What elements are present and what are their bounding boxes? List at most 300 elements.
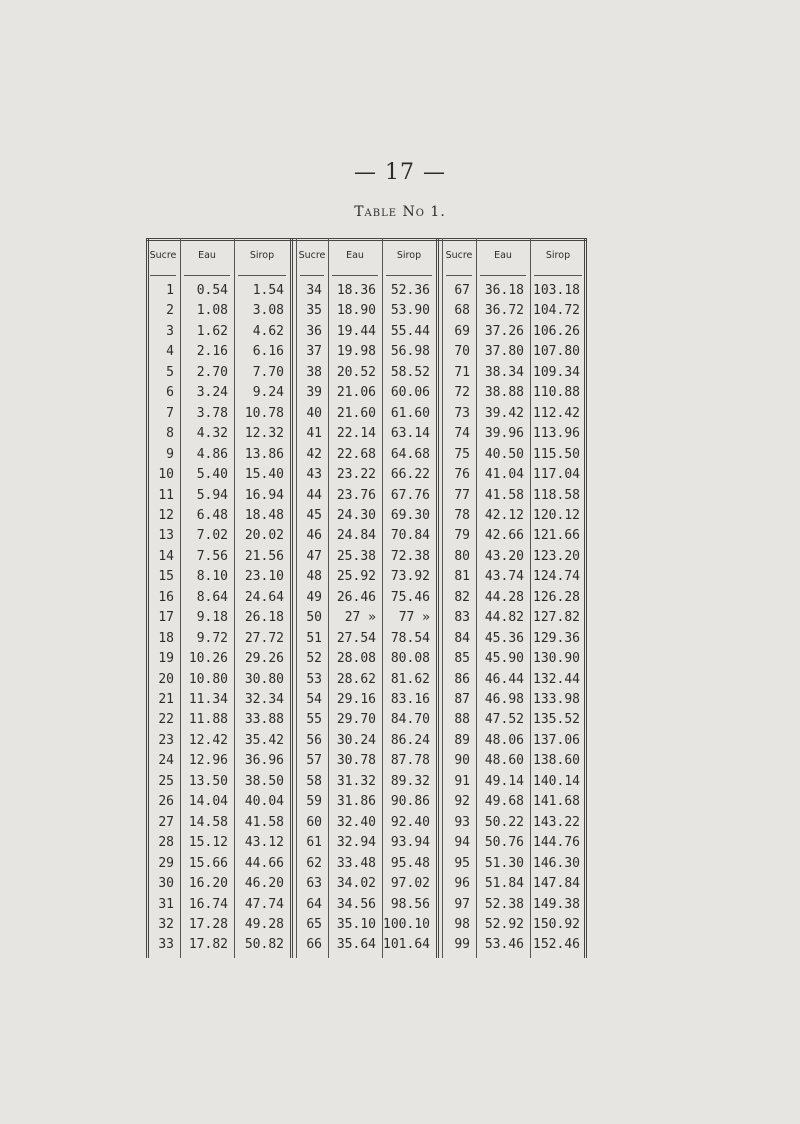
sirop-cell: 106.26 <box>533 324 580 339</box>
sirop-cell: 103.18 <box>533 283 580 298</box>
sirop-cell: 43.12 <box>244 835 284 850</box>
eau-cell: 33.48 <box>336 856 376 871</box>
header-underline <box>300 275 324 276</box>
sirop-cell: 78.54 <box>390 631 430 646</box>
sirop-cell: 24.64 <box>244 590 284 605</box>
sirop-cell: 60.06 <box>390 385 430 400</box>
sirop-cell: 104.72 <box>533 303 580 318</box>
header-underline <box>534 275 582 276</box>
sirop-cell: 137.06 <box>533 733 580 748</box>
eau-cell: 53.46 <box>484 937 524 952</box>
sirop-cell: 40.04 <box>244 794 284 809</box>
eau-cell: 43.20 <box>484 549 524 564</box>
sucre-cell: 75 <box>454 447 470 462</box>
sirop-cell: 107.80 <box>533 344 580 359</box>
column-header: Sucre <box>298 250 326 261</box>
sucre-cell: 14 <box>158 549 174 564</box>
sirop-cell: 27.72 <box>244 631 284 646</box>
eau-cell: 17.82 <box>188 937 228 952</box>
sirop-cell: 115.50 <box>533 447 580 462</box>
sucre-cell: 32 <box>158 917 174 932</box>
sucre-cell: 13 <box>158 528 174 543</box>
eau-cell: 51.84 <box>484 876 524 891</box>
sirop-cell: 7.70 <box>252 365 284 380</box>
sirop-cell: 47.74 <box>244 897 284 912</box>
sirop-cell: 132.44 <box>533 672 580 687</box>
eau-cell: 7.56 <box>196 549 228 564</box>
sucre-cell: 85 <box>454 651 470 666</box>
sirop-cell: 95.48 <box>390 856 430 871</box>
sucre-cell: 55 <box>306 712 322 727</box>
table-row <box>146 897 586 917</box>
sucre-cell: 61 <box>306 835 322 850</box>
sucre-cell: 71 <box>454 365 470 380</box>
sirop-cell: 92.40 <box>390 815 430 830</box>
sirop-cell: 12.32 <box>244 426 284 441</box>
eau-cell: 24.30 <box>336 508 376 523</box>
sucre-cell: 25 <box>158 774 174 789</box>
sirop-cell: 64.68 <box>390 447 430 462</box>
sucre-cell: 57 <box>306 753 322 768</box>
table-row <box>146 467 586 487</box>
eau-cell: 25.38 <box>336 549 376 564</box>
eau-cell: 3.78 <box>196 406 228 421</box>
sucre-cell: 3 <box>166 324 174 339</box>
sirop-cell: 35.42 <box>244 733 284 748</box>
sirop-cell: 110.88 <box>533 385 580 400</box>
sirop-cell: 15.40 <box>244 467 284 482</box>
sirop-cell: 124.74 <box>533 569 580 584</box>
sirop-cell: 123.20 <box>533 549 580 564</box>
sirop-cell: 97.02 <box>390 876 430 891</box>
eau-cell: 11.34 <box>188 692 228 707</box>
header-underline <box>238 275 286 276</box>
sucre-cell: 72 <box>454 385 470 400</box>
sucre-cell: 38 <box>306 365 322 380</box>
sirop-cell: 10.78 <box>244 406 284 421</box>
sucre-cell: 12 <box>158 508 174 523</box>
eau-cell: 8.64 <box>196 590 228 605</box>
sucre-cell: 96 <box>454 876 470 891</box>
eau-cell: 49.14 <box>484 774 524 789</box>
sirop-cell: 46.20 <box>244 876 284 891</box>
sucre-cell: 62 <box>306 856 322 871</box>
eau-cell: 46.98 <box>484 692 524 707</box>
sirop-cell: 144.76 <box>533 835 580 850</box>
column-header: Eau <box>346 250 364 261</box>
eau-cell: 23.76 <box>336 488 376 503</box>
eau-cell: 24.84 <box>336 528 376 543</box>
eau-cell: 5.40 <box>196 467 228 482</box>
sirop-cell: 32.34 <box>244 692 284 707</box>
table-row <box>146 344 586 364</box>
table-row <box>146 651 586 671</box>
sucre-cell: 36 <box>306 324 322 339</box>
eau-cell: 35.10 <box>336 917 376 932</box>
sucre-cell: 48 <box>306 569 322 584</box>
eau-cell: 22.14 <box>336 426 376 441</box>
sirop-cell: 120.12 <box>533 508 580 523</box>
sucre-cell: 91 <box>454 774 470 789</box>
sirop-cell: 63.14 <box>390 426 430 441</box>
eau-cell: 36.18 <box>484 283 524 298</box>
table-row <box>146 303 586 323</box>
sirop-cell: 16.94 <box>244 488 284 503</box>
sirop-cell: 13.86 <box>244 447 284 462</box>
eau-cell: 28.62 <box>336 672 376 687</box>
sucre-cell: 63 <box>306 876 322 891</box>
sucre-cell: 69 <box>454 324 470 339</box>
eau-cell: 19.44 <box>336 324 376 339</box>
eau-cell: 50.76 <box>484 835 524 850</box>
sucre-cell: 84 <box>454 631 470 646</box>
sucre-cell: 28 <box>158 835 174 850</box>
header-underline <box>480 275 526 276</box>
sucre-cell: 6 <box>166 385 174 400</box>
sirop-cell: 121.66 <box>533 528 580 543</box>
sirop-cell: 81.62 <box>390 672 430 687</box>
sirop-cell: 53.90 <box>390 303 430 318</box>
eau-cell: 9.72 <box>196 631 228 646</box>
sucre-cell: 67 <box>454 283 470 298</box>
sirop-cell: 77 » <box>398 610 430 625</box>
sirop-cell: 20.02 <box>244 528 284 543</box>
sucre-cell: 17 <box>158 610 174 625</box>
eau-cell: 21.60 <box>336 406 376 421</box>
sucre-cell: 78 <box>454 508 470 523</box>
eau-cell: 32.40 <box>336 815 376 830</box>
eau-cell: 19.98 <box>336 344 376 359</box>
sucre-cell: 81 <box>454 569 470 584</box>
table-row <box>146 488 586 508</box>
sucre-cell: 44 <box>306 488 322 503</box>
sirop-cell: 72.38 <box>390 549 430 564</box>
sirop-cell: 89.32 <box>390 774 430 789</box>
eau-cell: 37.80 <box>484 344 524 359</box>
sirop-cell: 30.80 <box>244 672 284 687</box>
table-row <box>146 815 586 835</box>
eau-cell: 10.80 <box>188 672 228 687</box>
sirop-cell: 18.48 <box>244 508 284 523</box>
table-row <box>146 937 586 957</box>
sucre-cell: 39 <box>306 385 322 400</box>
eau-cell: 28.08 <box>336 651 376 666</box>
sucre-cell: 50 <box>306 610 322 625</box>
table-row <box>146 508 586 528</box>
sucre-cell: 49 <box>306 590 322 605</box>
eau-cell: 3.24 <box>196 385 228 400</box>
sucre-cell: 21 <box>158 692 174 707</box>
sucre-cell: 73 <box>454 406 470 421</box>
eau-cell: 18.90 <box>336 303 376 318</box>
eau-cell: 51.30 <box>484 856 524 871</box>
sirop-cell: 38.50 <box>244 774 284 789</box>
sucre-cell: 7 <box>166 406 174 421</box>
table-row <box>146 774 586 794</box>
sucre-cell: 65 <box>306 917 322 932</box>
eau-cell: 2.16 <box>196 344 228 359</box>
sucre-cell: 66 <box>306 937 322 952</box>
sirop-cell: 4.62 <box>252 324 284 339</box>
eau-cell: 22.68 <box>336 447 376 462</box>
eau-cell: 42.12 <box>484 508 524 523</box>
sirop-cell: 66.22 <box>390 467 430 482</box>
sirop-cell: 135.52 <box>533 712 580 727</box>
sirop-cell: 73.92 <box>390 569 430 584</box>
sucre-cell: 29 <box>158 856 174 871</box>
sucre-cell: 2 <box>166 303 174 318</box>
sirop-cell: 23.10 <box>244 569 284 584</box>
sirop-cell: 112.42 <box>533 406 580 421</box>
eau-cell: 38.88 <box>484 385 524 400</box>
sucre-cell: 9 <box>166 447 174 462</box>
sirop-cell: 36.96 <box>244 753 284 768</box>
sirop-cell: 21.56 <box>244 549 284 564</box>
sucre-cell: 54 <box>306 692 322 707</box>
sirop-cell: 33.88 <box>244 712 284 727</box>
eau-cell: 48.60 <box>484 753 524 768</box>
sirop-cell: 129.36 <box>533 631 580 646</box>
table-row <box>146 856 586 876</box>
eau-cell: 1.62 <box>196 324 228 339</box>
header-underline <box>446 275 472 276</box>
sucre-cell: 33 <box>158 937 174 952</box>
sucre-cell: 42 <box>306 447 322 462</box>
eau-cell: 41.58 <box>484 488 524 503</box>
table-row <box>146 917 586 937</box>
sucre-cell: 4 <box>166 344 174 359</box>
sirop-cell: 61.60 <box>390 406 430 421</box>
eau-cell: 17.28 <box>188 917 228 932</box>
eau-cell: 44.82 <box>484 610 524 625</box>
sucre-cell: 88 <box>454 712 470 727</box>
eau-cell: 16.20 <box>188 876 228 891</box>
sucre-cell: 92 <box>454 794 470 809</box>
sirop-cell: 109.34 <box>533 365 580 380</box>
eau-cell: 48.06 <box>484 733 524 748</box>
sucre-cell: 56 <box>306 733 322 748</box>
sirop-cell: 29.26 <box>244 651 284 666</box>
eau-cell: 36.72 <box>484 303 524 318</box>
sucre-cell: 24 <box>158 753 174 768</box>
sirop-cell: 138.60 <box>533 753 580 768</box>
eau-cell: 26.46 <box>336 590 376 605</box>
table-row <box>146 835 586 855</box>
sirop-cell: 140.14 <box>533 774 580 789</box>
table-row <box>146 631 586 651</box>
sucre-cell: 74 <box>454 426 470 441</box>
table-row <box>146 692 586 712</box>
sirop-cell: 141.68 <box>533 794 580 809</box>
eau-cell: 12.96 <box>188 753 228 768</box>
eau-cell: 1.08 <box>196 303 228 318</box>
table-row <box>146 365 586 385</box>
sucre-cell: 82 <box>454 590 470 605</box>
sirop-cell: 133.98 <box>533 692 580 707</box>
sucre-cell: 83 <box>454 610 470 625</box>
sirop-cell: 52.36 <box>390 283 430 298</box>
table-row <box>146 528 586 548</box>
sucre-cell: 99 <box>454 937 470 952</box>
column-header: Sucre <box>445 250 473 261</box>
table-row <box>146 794 586 814</box>
header-underline <box>332 275 378 276</box>
eau-cell: 41.04 <box>484 467 524 482</box>
table-row <box>146 672 586 692</box>
eau-cell: 42.66 <box>484 528 524 543</box>
eau-cell: 45.36 <box>484 631 524 646</box>
eau-cell: 29.70 <box>336 712 376 727</box>
eau-cell: 25.92 <box>336 569 376 584</box>
sucre-cell: 35 <box>306 303 322 318</box>
sucre-cell: 60 <box>306 815 322 830</box>
eau-cell: 40.50 <box>484 447 524 462</box>
eau-cell: 18.36 <box>336 283 376 298</box>
eau-cell: 8.10 <box>196 569 228 584</box>
eau-cell: 52.92 <box>484 917 524 932</box>
sucre-cell: 95 <box>454 856 470 871</box>
sucre-cell: 1 <box>166 283 174 298</box>
sucre-cell: 58 <box>306 774 322 789</box>
sirop-cell: 126.28 <box>533 590 580 605</box>
eau-cell: 7.02 <box>196 528 228 543</box>
eau-cell: 32.94 <box>336 835 376 850</box>
table-row <box>146 733 586 753</box>
sirop-cell: 49.28 <box>244 917 284 932</box>
sirop-cell: 67.76 <box>390 488 430 503</box>
eau-cell: 34.56 <box>336 897 376 912</box>
eau-cell: 15.12 <box>188 835 228 850</box>
sucre-cell: 70 <box>454 344 470 359</box>
sucre-cell: 15 <box>158 569 174 584</box>
eau-cell: 34.02 <box>336 876 376 891</box>
sirop-cell: 130.90 <box>533 651 580 666</box>
eau-cell: 10.26 <box>188 651 228 666</box>
header-underline <box>386 275 432 276</box>
table-title: Table No 1. <box>354 204 446 220</box>
eau-cell: 39.42 <box>484 406 524 421</box>
column-header: Eau <box>494 250 512 261</box>
sucre-cell: 46 <box>306 528 322 543</box>
sucre-cell: 87 <box>454 692 470 707</box>
eau-cell: 9.18 <box>196 610 228 625</box>
sirop-cell: 1.54 <box>252 283 284 298</box>
table-row <box>146 426 586 446</box>
sucre-cell: 41 <box>306 426 322 441</box>
eau-cell: 31.86 <box>336 794 376 809</box>
eau-cell: 31.32 <box>336 774 376 789</box>
sucre-cell: 8 <box>166 426 174 441</box>
sucre-cell: 23 <box>158 733 174 748</box>
eau-cell: 50.22 <box>484 815 524 830</box>
sirop-cell: 113.96 <box>533 426 580 441</box>
sucre-cell: 20 <box>158 672 174 687</box>
eau-cell: 39.96 <box>484 426 524 441</box>
eau-cell: 6.48 <box>196 508 228 523</box>
sucre-cell: 51 <box>306 631 322 646</box>
sucre-cell: 43 <box>306 467 322 482</box>
eau-cell: 14.04 <box>188 794 228 809</box>
sucre-cell: 5 <box>166 365 174 380</box>
sirop-cell: 70.84 <box>390 528 430 543</box>
sucre-cell: 89 <box>454 733 470 748</box>
header-underline <box>184 275 230 276</box>
eau-cell: 38.34 <box>484 365 524 380</box>
table-row <box>146 712 586 732</box>
sirop-cell: 80.08 <box>390 651 430 666</box>
eau-cell: 21.06 <box>336 385 376 400</box>
table-row <box>146 283 586 303</box>
sirop-cell: 150.92 <box>533 917 580 932</box>
sucre-cell: 97 <box>454 897 470 912</box>
sirop-cell: 90.86 <box>390 794 430 809</box>
sucre-cell: 27 <box>158 815 174 830</box>
eau-cell: 27 » <box>344 610 376 625</box>
page-number: — 17 — <box>354 160 446 185</box>
sucre-cell: 80 <box>454 549 470 564</box>
sirop-cell: 26.18 <box>244 610 284 625</box>
sirop-cell: 56.98 <box>390 344 430 359</box>
column-header: Sirop <box>249 250 275 261</box>
sirop-cell: 117.04 <box>533 467 580 482</box>
sucre-cell: 26 <box>158 794 174 809</box>
sirop-cell: 9.24 <box>252 385 284 400</box>
sucre-cell: 59 <box>306 794 322 809</box>
eau-cell: 45.90 <box>484 651 524 666</box>
eau-cell: 46.44 <box>484 672 524 687</box>
column-header: Sirop <box>545 250 571 261</box>
table-row <box>146 385 586 405</box>
eau-cell: 15.66 <box>188 856 228 871</box>
column-header: Eau <box>198 250 216 261</box>
sirop-cell: 100.10 <box>383 917 430 932</box>
table-row <box>146 447 586 467</box>
sucre-cell: 77 <box>454 488 470 503</box>
header-underline <box>150 275 176 276</box>
sucre-cell: 76 <box>454 467 470 482</box>
sirop-cell: 101.64 <box>383 937 430 952</box>
sucre-cell: 22 <box>158 712 174 727</box>
sirop-cell: 58.52 <box>390 365 430 380</box>
sirop-cell: 93.94 <box>390 835 430 850</box>
sirop-cell: 118.58 <box>533 488 580 503</box>
eau-cell: 29.16 <box>336 692 376 707</box>
table-row <box>146 324 586 344</box>
sirop-cell: 146.30 <box>533 856 580 871</box>
sirop-cell: 143.22 <box>533 815 580 830</box>
table-row <box>146 569 586 589</box>
sirop-cell: 75.46 <box>390 590 430 605</box>
eau-cell: 4.32 <box>196 426 228 441</box>
sirop-cell: 152.46 <box>533 937 580 952</box>
sirop-cell: 69.30 <box>390 508 430 523</box>
sucre-cell: 79 <box>454 528 470 543</box>
eau-cell: 49.68 <box>484 794 524 809</box>
sucre-cell: 64 <box>306 897 322 912</box>
eau-cell: 27.54 <box>336 631 376 646</box>
sucre-cell: 90 <box>454 753 470 768</box>
sucre-cell: 30 <box>158 876 174 891</box>
sucre-cell: 34 <box>306 283 322 298</box>
eau-cell: 4.86 <box>196 447 228 462</box>
sirop-cell: 98.56 <box>390 897 430 912</box>
eau-cell: 35.64 <box>336 937 376 952</box>
sirop-cell: 55.44 <box>390 324 430 339</box>
sucre-cell: 47 <box>306 549 322 564</box>
sirop-cell: 50.82 <box>244 937 284 952</box>
eau-cell: 30.78 <box>336 753 376 768</box>
sucre-cell: 31 <box>158 897 174 912</box>
